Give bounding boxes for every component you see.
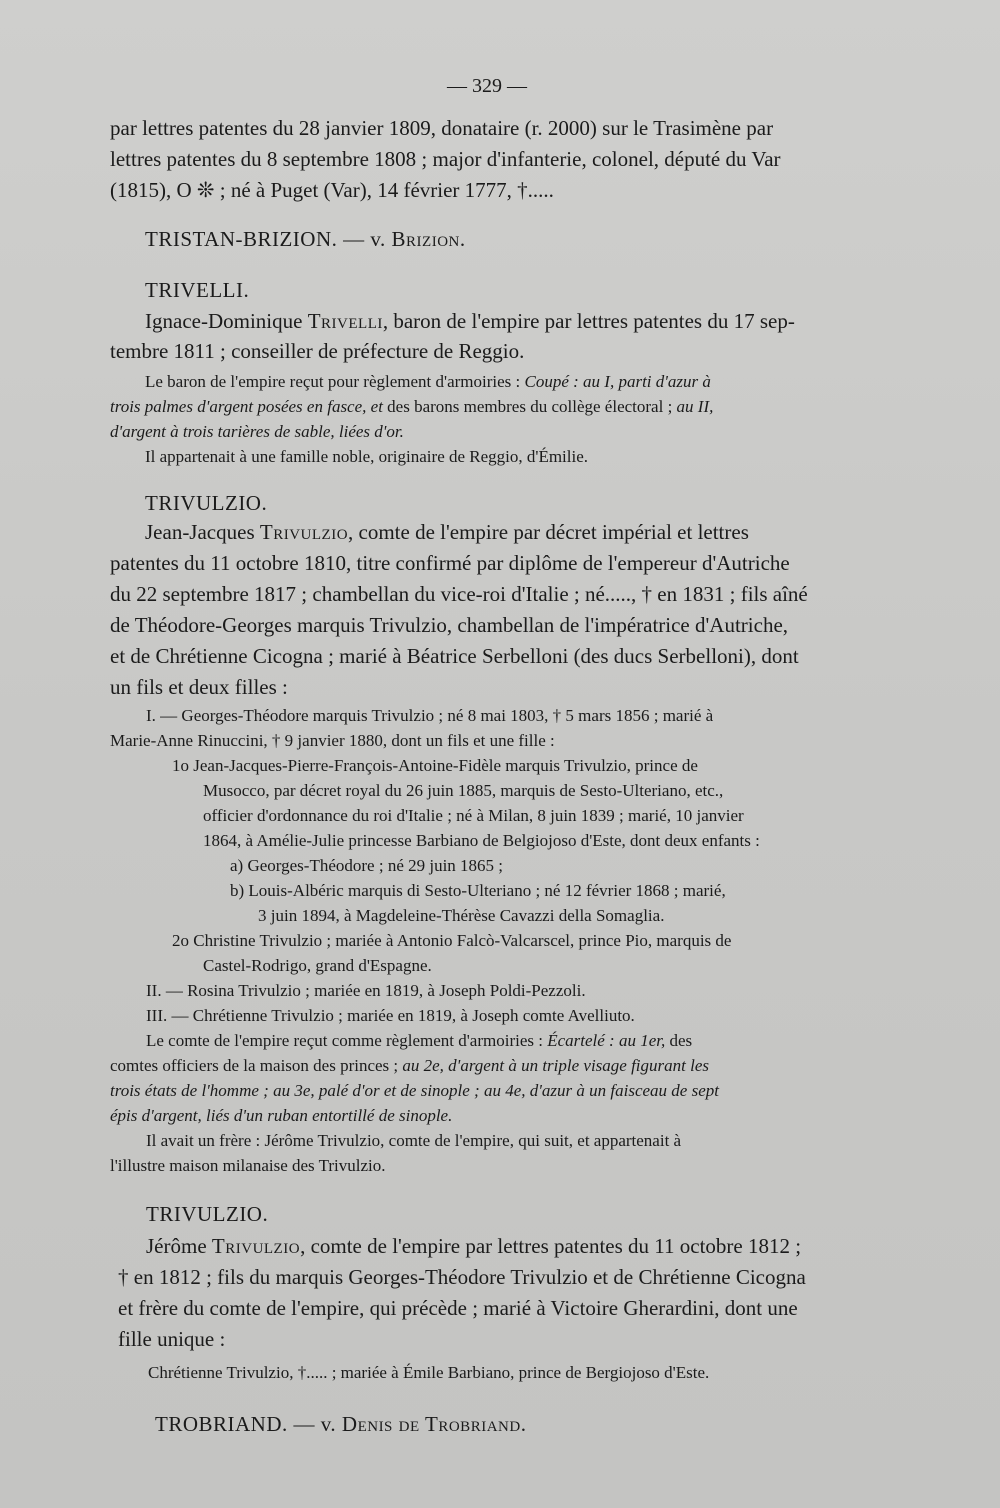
person-name: Trivulzio [211, 1234, 301, 1258]
grandchild-1-line-2: Musocco, par décret royal du 26 juin 1885, marquis de Sesto-Ulteriano, etc., [203, 781, 724, 800]
trivelli-arms-line-1: Le baron de l'empire reçut pour règlement d'armoiries : Coupé : au I, parti d'azur à [145, 372, 711, 391]
trivulzio1-arms-line-2: comtes officiers de la maison des princes ; au 2e, d'argent à un triple visage figurant les [110, 1056, 710, 1075]
cross-reference: Denis de Trobriand. [341, 1412, 527, 1436]
trivulzio1-line-4: de Théodore-Georges marquis Trivulzio, chambellan de l'impératrice d'Autriche, [110, 613, 789, 637]
trivulzio2-line-3: et frère du comte de l'empire, qui précède ; marié à Victoire Gherardini, dont une [118, 1296, 798, 1320]
trivulzio-title-2: TRIVULZIO. [146, 1202, 269, 1226]
trivelli-paragraph-line-1: Ignace-Dominique Trivelli, baron de l'empire par lettres patentes du 17 sep- [145, 309, 795, 333]
intro-line-3: (1815), O ❊ ; né à Puget (Var), 14 février 1777, †..... [110, 178, 554, 202]
trivulzio2-daughter: Chrétienne Trivulzio, †..... ; mariée à Émile Barbiano, prince de Bergiojoso d'Este. [148, 1363, 710, 1382]
person-name: Trivulzio [259, 520, 349, 544]
trivulzio1-brother-line-2: l'illustre maison milanaise des Trivulzio. [110, 1156, 386, 1175]
trivulzio2-line-1: Jérôme Trivulzio, comte de l'empire par lettres patentes du 11 octobre 1812 ; [146, 1234, 802, 1258]
trivelli-title: TRIVELLI. [145, 278, 250, 302]
trivulzio1-line-2: patentes du 11 octobre 1810, titre confirmé par diplôme de l'empereur d'Autriche [110, 551, 790, 575]
entry-see-dash: — v. [293, 1412, 337, 1436]
grandchild-2-line-1: 2o Christine Trivulzio ; mariée à Antonio Falcò-Valcarscel, prince Pio, marquis de [172, 931, 732, 950]
trivulzio-title-1: TRIVULZIO. [145, 491, 268, 515]
trivulzio1-arms-line-4: épis d'argent, liés d'un ruban entortillé de sinople. [110, 1106, 453, 1125]
trivulzio1-arms-line-1: Le comte de l'empire reçut comme règlement d'armoiries : Écartelé : au 1er, des [146, 1031, 693, 1050]
trivelli-family-note: Il appartenait à une famille noble, originaire de Reggio, d'Émilie. [145, 447, 589, 466]
child-ii: II. — Rosina Trivulzio ; mariée en 1819, à Joseph Poldi-Pezzoli. [146, 981, 586, 1000]
trivulzio1-brother-line-1: Il avait un frère : Jérôme Trivulzio, comte de l'empire, qui suit, et appartenait à [146, 1131, 682, 1150]
trivulzio1-line-3: du 22 septembre 1817 ; chambellan du vice-roi d'Italie ; né....., † en 1831 ; fils aîné [110, 582, 808, 606]
entry-title: TRISTAN-BRIZION. [145, 227, 338, 251]
grandchild-1-line-3: officier d'ordonnance du roi d'Italie ; né à Milan, 8 juin 1839 ; marié, 10 janvier [203, 806, 744, 825]
intro-line-2: lettres patentes du 8 septembre 1808 ; major d'infanterie, colonel, député du Var [110, 147, 781, 171]
trivelli-paragraph-line-2: tembre 1811 ; conseiller de préfecture de Reggio. [110, 339, 525, 363]
grandchild-1-line-1: 1o Jean-Jacques-Pierre-François-Antoine-Fidèle marquis Trivulzio, prince de [172, 756, 698, 775]
trobriand-entry [155, 1414, 526, 1435]
child-i-line-2: Marie-Anne Rinuccini, † 9 janvier 1880, dont un fils et une fille : [110, 731, 555, 750]
tristan-brizion-entry [145, 229, 466, 250]
trivulzio1-line-5: et de Chrétienne Cicogna ; marié à Béatrice Serbelloni (des ducs Serbelloni), dont [110, 644, 799, 668]
cross-reference: Brizion. [391, 227, 466, 251]
trivelli-arms-line-2: trois palmes d'argent posées en fasce, et des barons membres du collège électoral ; au II, [110, 397, 714, 416]
grandchild-1-line-4: 1864, à Amélie-Julie princesse Barbiano de Belgiojoso d'Este, dont deux enfants : [203, 831, 760, 850]
great-grandchild-a: a) Georges-Théodore ; né 29 juin 1865 ; [230, 856, 504, 875]
trivulzio1-arms-line-3: trois états de l'homme ; au 3e, palé d'or et de sinople ; au 4e, d'azur à un faisceau de sept [110, 1081, 719, 1100]
child-iii: III. — Chrétienne Trivulzio ; mariée en 1819, à Joseph comte Avelliuto. [146, 1006, 635, 1025]
person-name: Trivelli [307, 309, 383, 333]
entry-see-dash: — v. [343, 227, 386, 251]
entry-title: TROBRIAND. [155, 1412, 288, 1436]
trivulzio2-line-2: † en 1812 ; fils du marquis Georges-Théodore Trivulzio et de Chrétienne Cicogna [118, 1265, 806, 1289]
grandchild-2-line-2: Castel-Rodrigo, grand d'Espagne. [203, 956, 432, 975]
trivulzio1-line-6: un fils et deux filles : [110, 675, 288, 699]
intro-line-1: par lettres patentes du 28 janvier 1809, donataire (r. 2000) sur le Trasimène par [110, 116, 774, 140]
great-grandchild-b-line-2: 3 juin 1894, à Magdeleine-Thérèse Cavazzi della Somaglia. [258, 906, 665, 925]
great-grandchild-b-line-1: b) Louis-Albéric marquis di Sesto-Ulteriano ; né 12 février 1868 ; marié, [230, 881, 726, 900]
trivulzio1-line-1: Jean-Jacques Trivulzio, comte de l'empire par décret impérial et lettres [145, 520, 749, 544]
page-number: — 329 — [447, 75, 527, 97]
child-i-line-1: I. — Georges-Théodore marquis Trivulzio ; né 8 mai 1803, † 5 mars 1856 ; marié à [146, 706, 714, 725]
trivelli-arms-line-3: d'argent à trois tarières de sable, liées d'or. [110, 422, 404, 441]
trivulzio2-line-4: fille unique : [118, 1327, 226, 1351]
